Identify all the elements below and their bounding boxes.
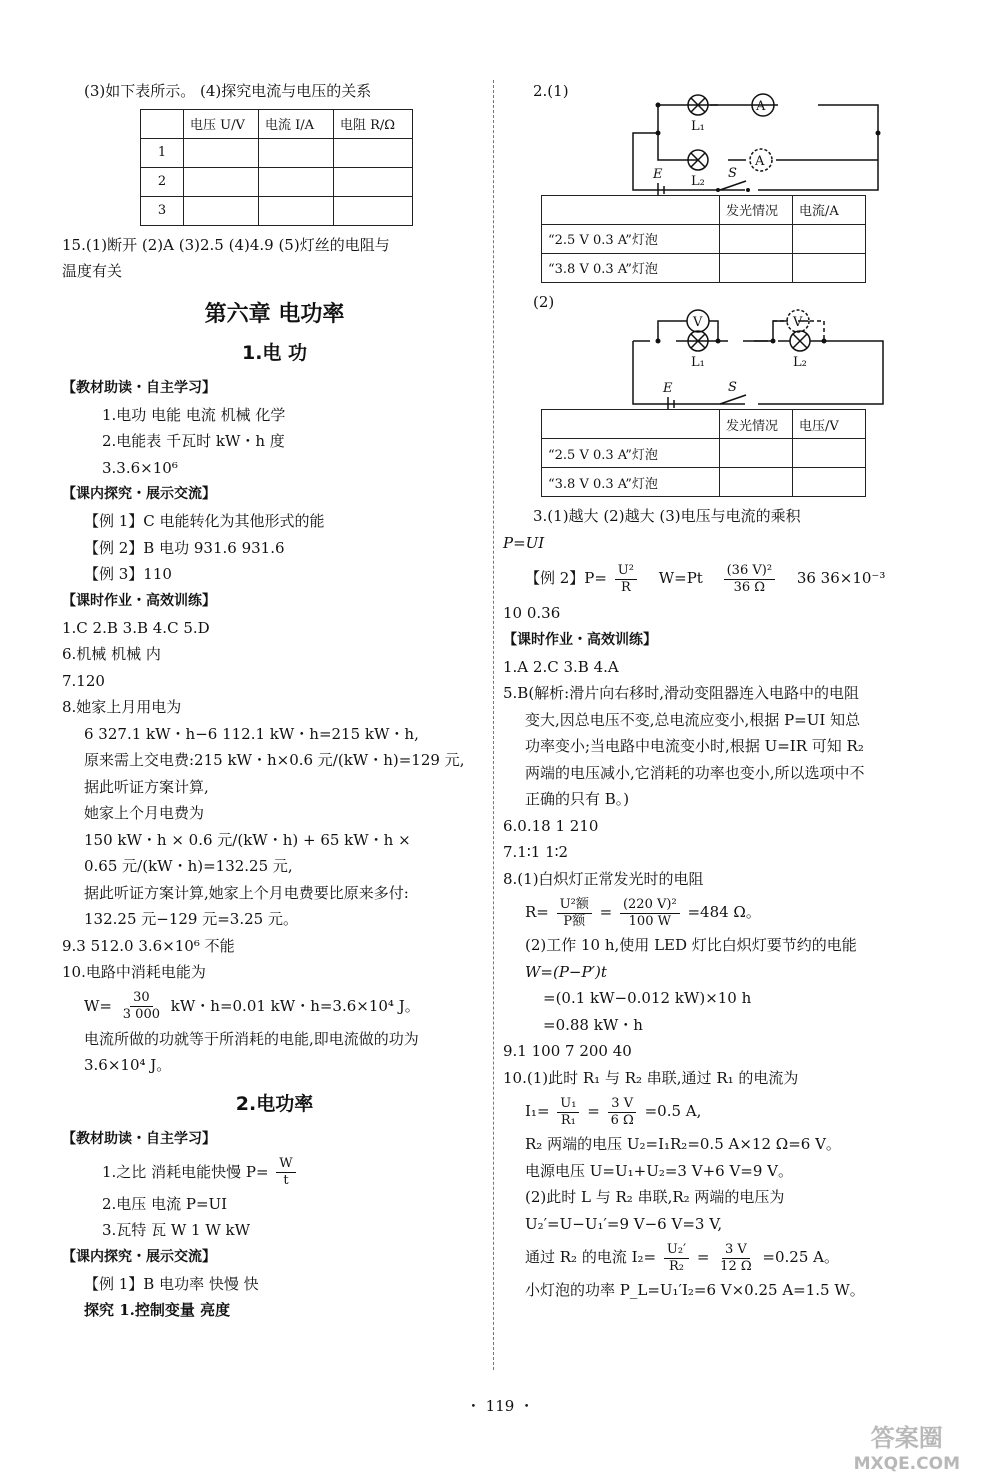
numerator: U²额	[557, 897, 592, 914]
right-column	[503, 78, 903, 1304]
battery-icon	[668, 397, 674, 409]
table-cell	[542, 195, 720, 224]
table-header: 电压 U/V	[184, 109, 259, 138]
section-heading: 【课内探究・展示交流】	[62, 486, 216, 502]
answer-line: 6.机械 机械 内	[62, 645, 161, 663]
formula-text: kW・h=0.01 kW・h=3.6×10⁴ J。	[170, 996, 420, 1015]
table-voltage	[541, 409, 866, 497]
answer-line: 两端的电压减小,它消耗的功率也变小,所以选项中不	[525, 763, 865, 782]
answer-line: 3.6×10⁴ J。	[84, 1056, 172, 1074]
row-label: “3.8 V 0.3 A”灯泡	[542, 468, 720, 497]
answer-line: 【例 1】B 电功率 快慢 快	[84, 1274, 259, 1293]
battery-label: E	[653, 166, 663, 182]
page-number: ・ 119 ・	[465, 1397, 535, 1415]
table-header: 发光情况	[720, 195, 793, 224]
answer-line: P=UI	[503, 533, 545, 552]
answer-line: 1.电功 电能 电流 机械 化学	[102, 405, 286, 424]
answer-line: 电流所做的功就等于所消耗的电能,即电流做的功为	[84, 1029, 419, 1048]
answer-line: 6 327.1 kW・h−6 112.1 kW・h=215 kW・h,	[84, 724, 419, 743]
table-row	[542, 439, 866, 468]
formula-text: 通过 R₂ 的电流 I₂=	[525, 1248, 657, 1266]
voltmeter-label: V	[793, 315, 803, 330]
circuit-diagram-2	[628, 309, 928, 409]
row-label: 3	[141, 196, 184, 225]
answer-line: 8.(1)白炽灯正常发光时的电阻	[503, 869, 704, 888]
denominator: R	[620, 579, 631, 595]
battery-icon	[658, 183, 664, 195]
lamp-label: L₂	[691, 173, 705, 189]
numerator: (36 V)²	[724, 563, 775, 580]
circuit-wire	[633, 105, 878, 190]
answer-line: 2.电压 电流 P=UI	[102, 1194, 228, 1213]
q15-line2: 温度有关	[62, 262, 123, 280]
answer-line: 10 0.36	[503, 604, 561, 622]
table-header: 电阻 R/Ω	[334, 109, 413, 138]
formula-text: W=Pt	[658, 569, 703, 587]
lesson2-title: 2.电功率	[235, 1092, 314, 1115]
answer-line: 9.3 512.0 3.6×10⁶ 不能	[62, 936, 235, 955]
answer-line: 【例 3】110	[84, 565, 172, 583]
q2-1-label: 2.(1)	[533, 82, 569, 100]
answer-line: 变大,因总电压不变,总电流应变小,根据 P=UI 知总	[525, 710, 861, 729]
section-heading: 【课时作业・高效训练】	[62, 592, 216, 609]
table-row	[141, 167, 413, 196]
answer-line: 据此听证方案计算,她家上个月电费要比原来多付:	[84, 883, 409, 902]
numerator: 3 V	[608, 1096, 636, 1113]
answer-line: 10.电路中消耗电能为	[62, 963, 206, 981]
denominator: 12 Ω	[720, 1258, 752, 1274]
fraction	[615, 563, 637, 596]
answer-line: (2)此时 L 与 R₂ 串联,R₂ 两端的电压为	[525, 1188, 785, 1206]
lamp-label: L₁	[691, 118, 705, 134]
denominator: 100 W	[628, 913, 671, 929]
formula-text: =484 Ω。	[687, 903, 761, 921]
answer-line: 正确的只有 B。)	[525, 790, 630, 808]
fraction	[276, 1156, 295, 1189]
table-row	[542, 253, 866, 282]
answer-line: 7.120	[62, 671, 105, 690]
formula-line	[503, 1237, 903, 1277]
row-label: 2	[141, 167, 184, 196]
lamp-label: L₂	[793, 355, 807, 370]
switch-label: S	[728, 380, 737, 395]
table-header: 电压/V	[793, 410, 866, 439]
answer-line: 3.3.6×10⁶	[102, 458, 178, 477]
formula-text: =	[696, 1248, 710, 1266]
fraction	[557, 1096, 579, 1129]
table-header: 电流 I/A	[259, 109, 334, 138]
fraction	[608, 1096, 637, 1129]
table-row	[141, 138, 413, 167]
answer-line: 5.B(解析:滑片向右移时,滑动变阻器连入电路中的电阻	[503, 684, 860, 702]
table-row	[542, 468, 866, 497]
table-header-row	[542, 195, 866, 224]
answer-line: (2)工作 10 h,使用 LED 灯比白炽灯要节约的电能	[525, 936, 857, 954]
formula-text: R=	[525, 903, 549, 921]
answer-line: =(0.1 kW−0.012 kW)×10 h	[543, 989, 752, 1007]
voltmeter-label: V	[693, 315, 703, 330]
formula-text: =	[587, 1102, 600, 1120]
denominator: 3 000	[122, 1007, 160, 1022]
switch-icon	[720, 395, 746, 404]
fraction	[120, 990, 163, 1023]
answer-line: R₂ 两端的电压 U₂=I₁R₂=0.5 A×12 Ω=6 V。	[525, 1135, 841, 1153]
battery-label: E	[663, 381, 673, 396]
section-heading: 【教材助读・自主学习】	[62, 1130, 216, 1147]
watermark-line: 答案圈	[870, 1424, 943, 1452]
formula-line	[503, 892, 903, 932]
denominator: P额	[563, 913, 586, 929]
answer-line: 【例 2】B 电功 931.6 931.6	[84, 538, 285, 557]
table-header: 发光情况	[720, 410, 793, 439]
lesson1-title: 1.电 功	[241, 341, 308, 364]
table-row	[141, 196, 413, 225]
formula-line	[503, 1091, 903, 1131]
numerator: U₂′	[664, 1242, 689, 1259]
table-cell	[542, 410, 720, 439]
lamp-cross	[793, 334, 807, 348]
answer-line: 3.(1)越大 (2)越大 (3)电压与电流的乘积	[533, 507, 801, 525]
answer-line: 10.(1)此时 R₁ 与 R₂ 串联,通过 R₁ 的电流为	[503, 1068, 799, 1087]
table-row	[542, 224, 866, 253]
table-cell	[141, 109, 184, 138]
numerator: U²	[615, 563, 637, 580]
numerator: 3 V	[722, 1242, 750, 1259]
q14-line: (3)如下表所示。 (4)探究电流与电压的关系	[84, 82, 372, 100]
table-current	[541, 195, 866, 283]
fraction	[717, 1242, 754, 1275]
answer-line: 2.电能表 千瓦时 kW・h 度	[102, 432, 285, 450]
answer-line: U₂′=U−U₁′=9 V−6 V=3 V,	[525, 1214, 723, 1233]
q2-2-label: (2)	[533, 292, 555, 311]
formula-text: W=	[84, 996, 112, 1015]
circuit-diagram-1	[628, 85, 928, 195]
answer-line: 0.65 元/(kW・h)=132.25 元,	[84, 857, 293, 875]
formula-text: 36 36×10⁻³	[796, 569, 886, 587]
numerator: (220 V)²	[620, 897, 680, 914]
answer-line: 据此听证方案计算,	[84, 777, 209, 796]
table-voltage-current	[140, 109, 413, 226]
formula-line	[62, 1153, 487, 1191]
fraction	[557, 897, 592, 930]
numerator: 30	[130, 990, 153, 1007]
fraction	[724, 563, 775, 596]
formula-text: =	[599, 903, 613, 921]
answer-line: 150 kW・h × 0.6 元/(kW・h) + 65 kW・h ×	[84, 830, 411, 849]
row-label: 1	[141, 138, 184, 167]
answer-line: 电源电压 U=U₁+U₂=3 V+6 V=9 V。	[525, 1161, 793, 1180]
formula-line	[62, 986, 487, 1026]
formula-text: =0.5 A,	[644, 1102, 702, 1120]
answer-line: 3.瓦特 瓦 W 1 W kW	[102, 1221, 251, 1239]
ammeter-label: A	[756, 98, 766, 114]
answer-line: 132.25 元−129 元=3.25 元。	[84, 910, 298, 928]
chapter-title: 第六章 电功率	[204, 301, 345, 327]
formula-text: =0.25 A。	[762, 1248, 839, 1266]
answer-line: W=(P−P′)t	[525, 962, 607, 981]
table-header-row	[542, 410, 866, 439]
switch-label: S	[728, 165, 737, 181]
table-header-row	[141, 109, 413, 138]
section-heading: 【教材助读・自主学习】	[62, 379, 216, 396]
section-heading: 【课内探究・展示交流】	[62, 1248, 216, 1265]
answer-line: 8.她家上月用电为	[62, 698, 182, 716]
denominator: R₁	[560, 1112, 576, 1128]
answer-line: 功率变小;当电路中电流变小时,根据 U=IR 可知 R₂	[525, 737, 864, 755]
answer-line: 探究 1.控制变量 亮度	[84, 1301, 231, 1319]
left-column	[62, 78, 487, 1324]
numerator: W	[276, 1156, 295, 1173]
column-divider	[493, 80, 494, 1370]
row-label: “2.5 V 0.3 A”灯泡	[542, 224, 720, 253]
answer-line: 7.1∶1 1∶2	[503, 843, 569, 861]
answer-line: 1.C 2.B 3.B 4.C 5.D	[62, 618, 210, 637]
denominator: 36 Ω	[733, 579, 766, 595]
answer-line: 9.1 100 7 200 40	[503, 1042, 632, 1060]
answer-line: 【例 1】C 电能转化为其他形式的能	[84, 512, 325, 530]
formula-text: I₁=	[525, 1102, 550, 1120]
answer-line: 6.0.18 1 210	[503, 816, 599, 835]
formula-line	[503, 556, 903, 600]
table-header: 电流/A	[793, 195, 866, 224]
row-label: “2.5 V 0.3 A”灯泡	[542, 439, 720, 468]
ammeter-label: A	[755, 153, 765, 169]
answer-line: 她家上个月电费为	[84, 804, 205, 822]
denominator: t	[283, 1173, 289, 1188]
answer-line: 小灯泡的功率 P_L=U₁′I₂=6 V×0.25 A=1.5 W。	[525, 1281, 865, 1299]
fraction	[664, 1242, 689, 1275]
denominator: 6 Ω	[610, 1112, 634, 1128]
fraction	[620, 897, 680, 930]
watermark	[854, 1425, 960, 1477]
watermark-line: MXQE.COM	[853, 1454, 960, 1474]
numerator: U₁	[557, 1096, 579, 1113]
switch-icon	[720, 181, 746, 190]
answer-line: =0.88 kW・h	[543, 1015, 643, 1034]
denominator: R₂	[668, 1258, 684, 1274]
q15-line1: 15.(1)断开 (2)A (3)2.5 (4)4.9 (5)灯丝的电阻与	[62, 235, 390, 254]
answer-line: 原来需上交电费:215 kW・h×0.6 元/(kW・h)=129 元,	[84, 751, 465, 769]
answer-line: 1.A 2.C 3.B 4.A	[503, 657, 619, 676]
lamp-label: L₁	[691, 355, 705, 370]
formula-text: 【例 2】P=	[525, 569, 607, 587]
formula-text: 1.之比 消耗电能快慢 P=	[102, 1162, 269, 1181]
row-label: “3.8 V 0.3 A”灯泡	[542, 253, 720, 282]
section-heading: 【课时作业・高效训练】	[503, 631, 657, 648]
